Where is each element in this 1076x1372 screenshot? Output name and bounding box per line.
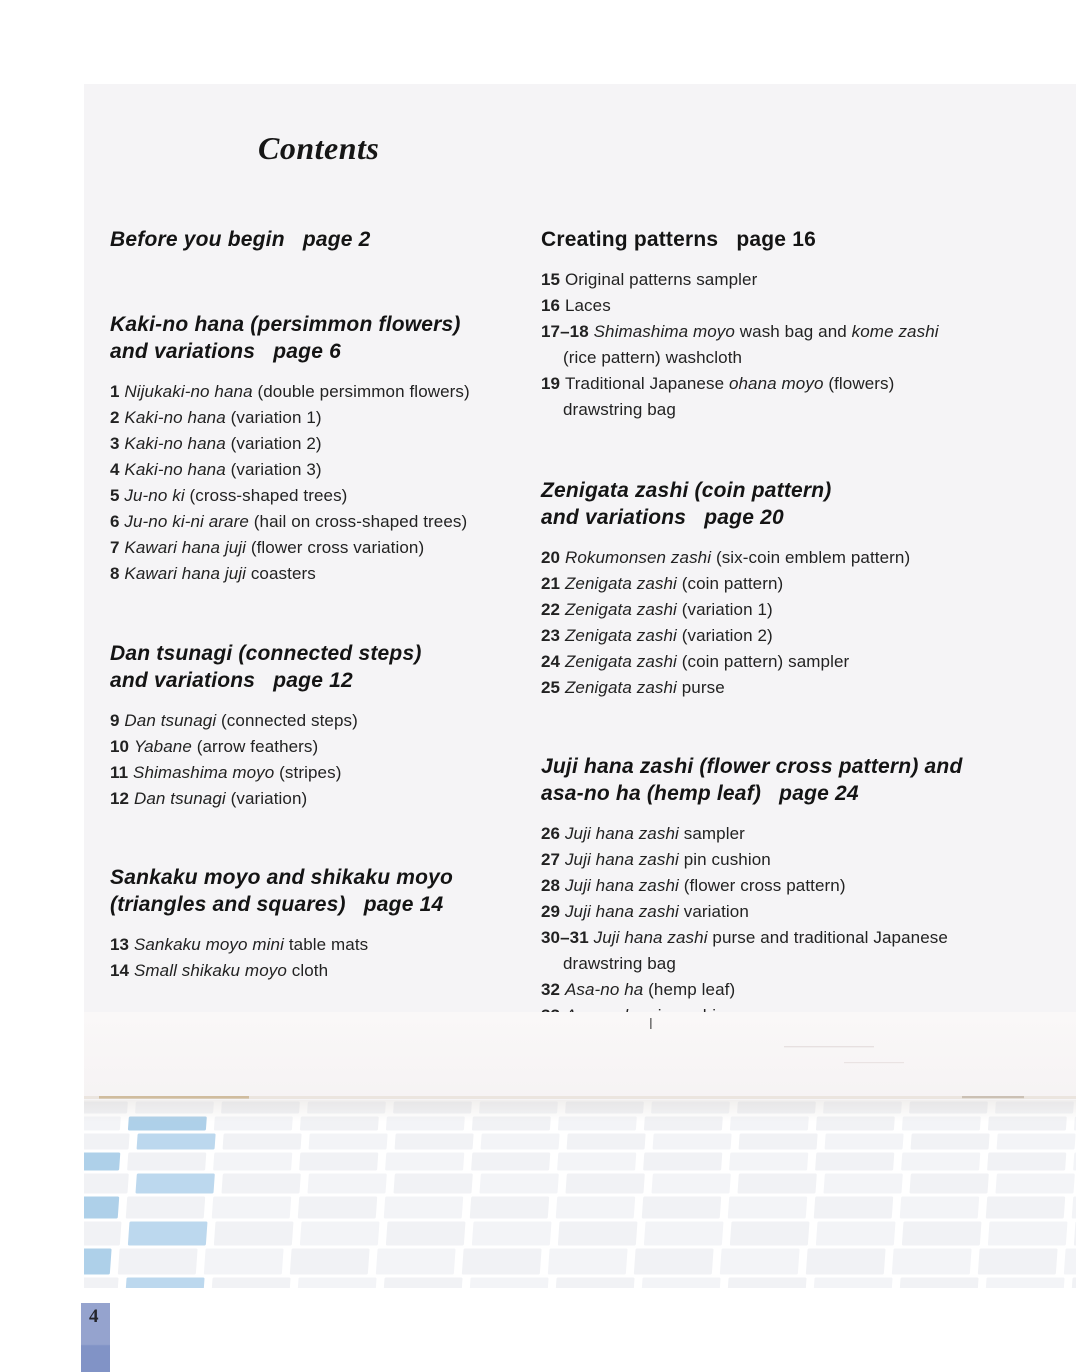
toc-item: (rice pattern) washcloth (563, 348, 743, 367)
book-page (84, 84, 1076, 1288)
photo-edge-smudge (99, 1096, 249, 1099)
toc-section-before-you-begin (110, 226, 570, 267)
page-number: 4 (89, 1306, 99, 1327)
toc-item: 23 Zenigata zashi (variation 2) (541, 626, 773, 645)
toc-item: 4 Kaki-no hana (variation 3) (110, 460, 322, 479)
page-title: Contents (258, 130, 380, 166)
toc-item: 29 Juji hana zashi variation (541, 902, 749, 921)
photo-wall-mark (650, 1018, 652, 1029)
toc-item: 25 Zenigata zashi purse (541, 678, 725, 697)
toc-item: 24 Zenigata zashi (coin pattern) sampler (541, 652, 850, 671)
toc-section-kaki-no-hana (110, 311, 570, 587)
toc-section-creating-patterns (541, 226, 1001, 423)
section-heading: Creating patterns page 16 (541, 228, 816, 251)
section-heading: Sankaku moyo and shikaku moyo (triangles and squares) page 14 (110, 866, 454, 916)
toc-item: 20 Rokumonsen zashi (six-coin emblem pattern) (541, 548, 911, 567)
photo-floor (84, 1100, 1076, 1288)
tile-floor-photo-svg (84, 1012, 1076, 1288)
tile-floor-photo (84, 1012, 1076, 1288)
toc-section-juji-hana-asa-no-ha (541, 753, 1001, 1029)
page-number-tab (81, 1303, 110, 1372)
section-heading: Kaki-no hana (persimmon flowers) and variations page 6 (110, 313, 461, 363)
toc-item: 15 Original patterns sampler (541, 270, 758, 289)
toc-item: 21 Zenigata zashi (coin pattern) (541, 574, 784, 593)
toc-item: 16 Laces (541, 296, 611, 315)
toc-item: 10 Yabane (arrow feathers) (110, 737, 319, 756)
toc-item: 8 Kawari hana juji coasters (110, 564, 316, 583)
photo-wall (84, 1012, 1076, 1098)
toc-item: 7 Kawari hana juji (flower cross variation) (110, 538, 425, 557)
toc-item: 17–18 Shimashima moyo wash bag and kome zashi (541, 322, 939, 341)
toc-item: 32 Asa-no ha (hemp leaf) (541, 980, 736, 999)
toc-item: 14 Small shikaku moyo cloth (110, 961, 329, 980)
toc-item: 2 Kaki-no hana (variation 1) (110, 408, 322, 427)
toc-item: 27 Juji hana zashi pin cushion (541, 850, 771, 869)
toc-item: 22 Zenigata zashi (variation 1) (541, 600, 773, 619)
toc-item: 3 Kaki-no hana (variation 2) (110, 434, 322, 453)
photo-wall-scratch (844, 1062, 904, 1063)
toc-section-zenigata-zashi (541, 477, 1001, 701)
section-heading: Dan tsunagi (connected steps) and variations page 12 (110, 642, 422, 692)
section-heading: Zenigata zashi (coin pattern) and variations page 20 (541, 479, 832, 529)
toc-item: 28 Juji hana zashi (flower cross pattern) (541, 876, 846, 895)
toc-item: 30–31 Juji hana zashi purse and traditional Japanese (541, 928, 948, 947)
toc-item: 26 Juji hana zashi sampler (541, 824, 745, 843)
toc-item: 5 Ju-no ki (cross-shaped trees) (110, 486, 348, 505)
toc-item: 13 Sankaku moyo mini table mats (110, 935, 369, 954)
toc-item: 9 Dan tsunagi (connected steps) (110, 711, 358, 730)
toc-item: 1 Nijukaki-no hana (double persimmon flowers) (110, 382, 470, 401)
toc-section-sankaku-shikaku (110, 864, 570, 984)
toc-section-dan-tsunagi (110, 640, 570, 812)
toc-item: 11 Shimashima moyo (stripes) (110, 763, 342, 782)
toc-item: 12 Dan tsunagi (variation) (110, 789, 308, 808)
toc-item: 6 Ju-no ki-ni arare (hail on cross-shaped trees) (110, 512, 468, 531)
photo-edge-smudge (962, 1096, 1024, 1098)
toc-item: 19 Traditional Japanese ohana moyo (flowers) (541, 374, 895, 393)
toc-item: drawstring bag (563, 400, 676, 419)
photo-wall-scratch (784, 1046, 874, 1047)
section-heading: Before you begin page 2 (110, 228, 371, 251)
toc-item: drawstring bag (563, 954, 676, 973)
section-heading: Juji hana zashi (flower cross pattern) and asa-no ha (hemp leaf) page 24 (541, 755, 963, 805)
